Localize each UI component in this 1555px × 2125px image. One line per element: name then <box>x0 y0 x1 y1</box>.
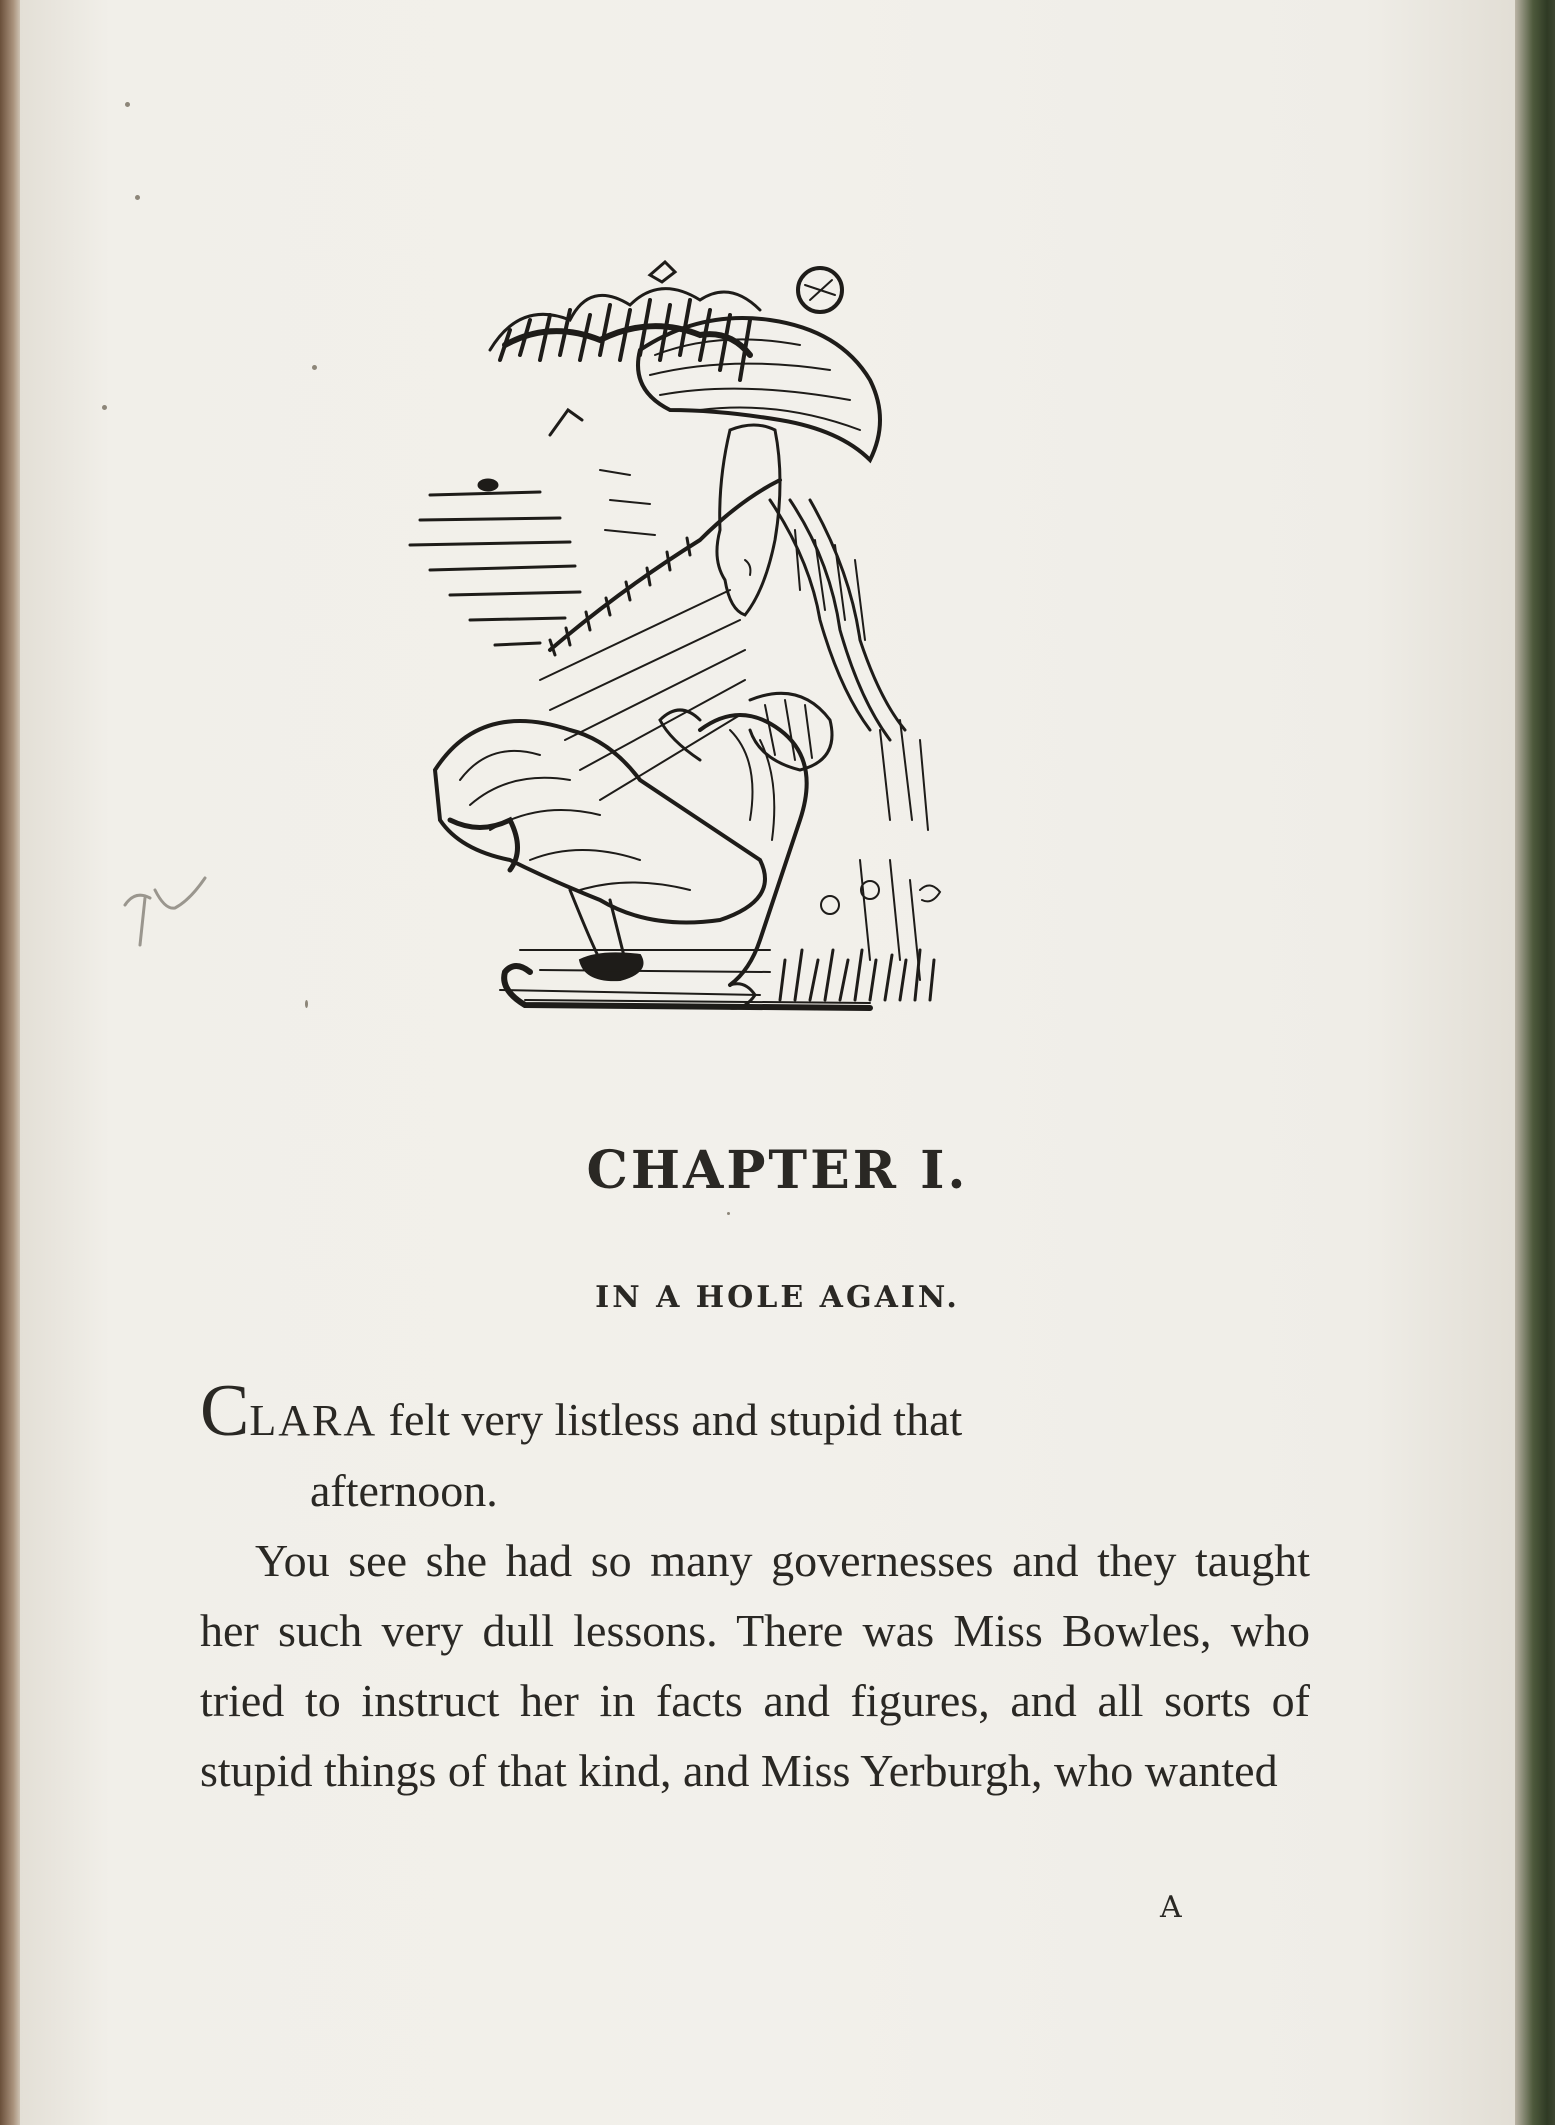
paper-speck <box>727 1212 730 1215</box>
signature-mark: A <box>1160 1890 1182 1925</box>
chapter-title: CHAPTER I. <box>586 1140 969 1201</box>
paper-speck <box>305 1000 308 1008</box>
book-spine-left <box>0 0 22 2125</box>
pencil-mark-icon <box>120 850 230 960</box>
first-line-text: felt very listless and stupid that <box>377 1394 963 1445</box>
paper-speck <box>102 405 107 410</box>
girl-reclining-with-golf-club-engraving-icon <box>400 260 1100 1035</box>
book-cover-edge <box>1515 0 1555 2125</box>
drop-cap: C <box>200 1370 250 1452</box>
paper-speck <box>125 102 130 107</box>
first-paragraph <box>200 1370 1310 1526</box>
chapter-subtitle: IN A HOLE AGAIN. <box>595 1280 960 1315</box>
paper-speck <box>135 195 140 200</box>
paper-speck <box>312 365 317 370</box>
second-paragraph: You see she had so many governesses and they taught her such very dull lessons. There was Miss Bowles, who tried to instruct her in facts and figures, and all sorts of stupid things of that kind, and Miss Yerburgh, who wanted <box>200 1535 1310 1796</box>
first-paragraph-continuation: afternoon. <box>310 1465 498 1516</box>
body-text <box>200 1370 1310 1806</box>
small-caps-word: LARA <box>249 1396 378 1445</box>
